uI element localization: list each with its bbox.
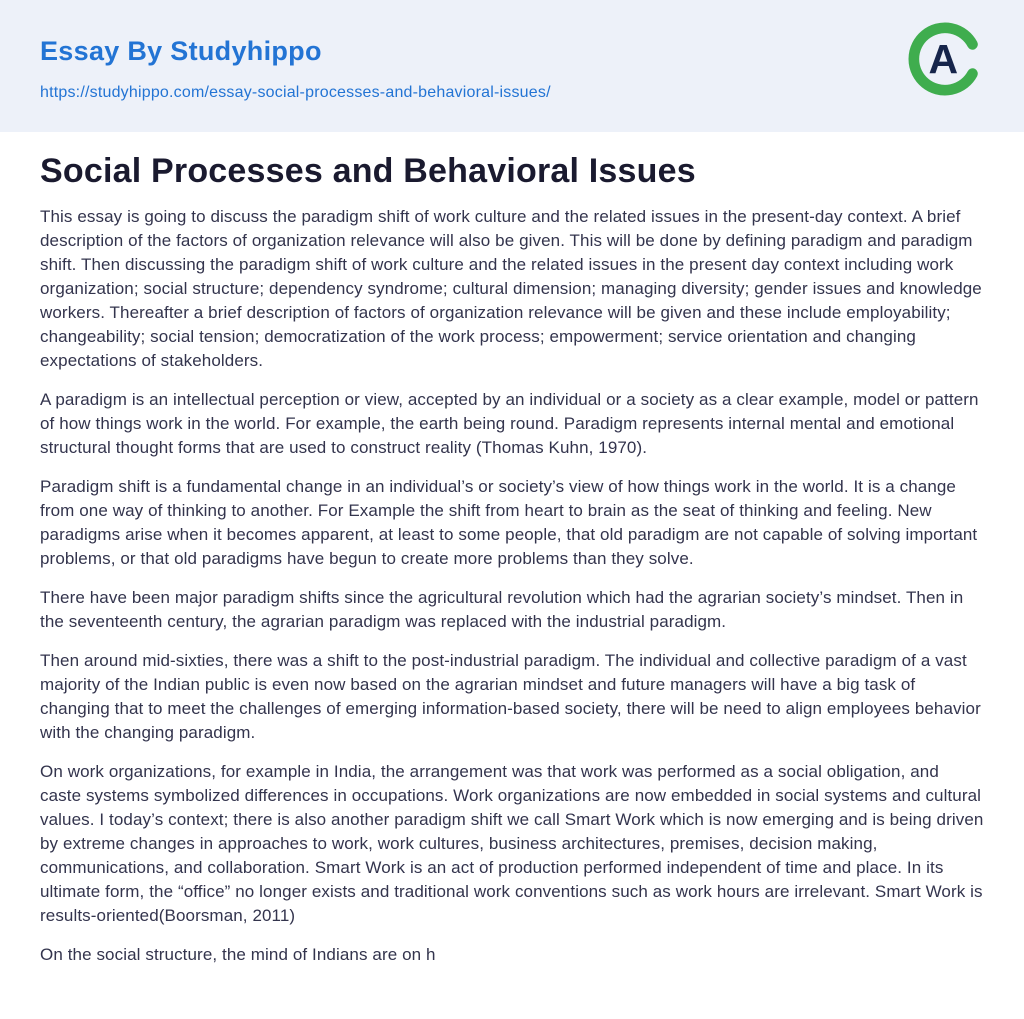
essay-source-title: Essay By Studyhippo <box>40 36 322 66</box>
studyhippo-logo[interactable] <box>904 18 986 100</box>
article-title: Social Processes and Behavioral Issues <box>40 152 696 190</box>
header-text-block <box>40 36 984 102</box>
source-url-link[interactable]: https://studyhippo.com/essay-social-processes-and-behavioral-issues/ <box>40 84 551 101</box>
page-header <box>0 0 1024 132</box>
article-paragraph: Paradigm shift is a fundamental change in an individual’s or society’s view of how things work in the world. It is a change from one way of thinking to another. For Example the shift from heart to brain as the seat of thinking and feeling. New paradigms arise when it becomes apparent, at least to some people, that old paradigm are not capable of solving important problems, or that old paradigms have begun to create more problems than they solve. <box>40 477 978 568</box>
article <box>0 132 1024 967</box>
article-paragraph: This essay is going to discuss the paradigm shift of work culture and the related issues in the present-day context. A brief description of the factors of organization relevance will also be given. This will be done by defining paradigm and paradigm shift. Then discussing the paradigm shift of work culture and the related issues in the present day context including work organization; social structure; dependency syndrome; cultural dimension; managing diversity; gender issues and knowledge workers. Thereafter a brief description of factors of organization relevance will be given and these include employability; changeability; social tension; democratization of the work process; empowerment; service orientation and changing expectations of stakeholders. <box>40 207 982 370</box>
logo-ring-icon <box>904 18 986 100</box>
article-paragraph: On the social structure, the mind of Indians are on h <box>40 945 436 964</box>
article-paragraph: On work organizations, for example in India, the arrangement was that work was performed as a social obligation, and caste systems symbolized differences in occupations. Work organizations are now embedded in social systems and cultural values. I today’s context; there is also another paradigm shift we call Smart Work which is now emerging and is being driven by extreme changes in approaches to work, work cultures, business architectures, premises, decision making, communications, and collaboration. Smart Work is an act of production performed independent of time and place. In its ultimate form, the “office” no longer exists and traditional work conventions such as work hours are irrelevant. Smart Work is results-oriented(Boorsman, 2011) <box>40 762 984 925</box>
article-paragraph: Then around mid-sixties, there was a shift to the post-industrial paradigm. The individual and collective paradigm of a vast majority of the Indian public is even now based on the agrarian mindset and future managers will have a big task of changing that to meet the challenges of emerging information-based society, there will be need to align employees behavior with the changing paradigm. <box>40 651 981 742</box>
article-paragraph: There have been major paradigm shifts since the agricultural revolution which had the agrarian society’s mindset. Then in the seventeenth century, the agrarian paradigm was replaced with the industrial paradigm. <box>40 588 964 631</box>
article-paragraph: A paradigm is an intellectual perception or view, accepted by an individual or a society as a clear example, model or pattern of how things work in the world. For example, the earth being round. Paradigm represents internal mental and emotional structural thought forms that are used to construct reality (Thomas Kuhn, 1970). <box>40 390 979 457</box>
logo-letter: A <box>928 35 959 82</box>
